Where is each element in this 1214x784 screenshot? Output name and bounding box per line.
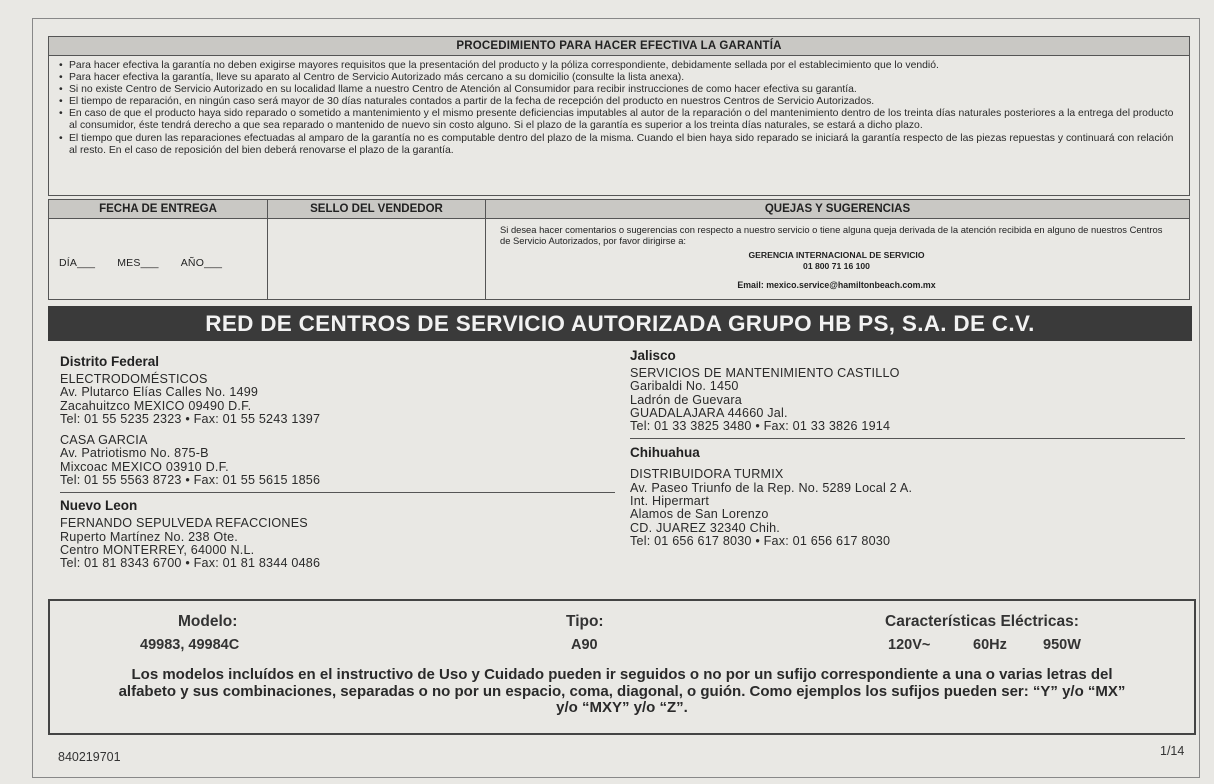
type-value: A90 xyxy=(571,637,598,653)
center-name: SERVICIOS DE MANTENIMIENTO CASTILLO xyxy=(630,366,900,380)
center-address: Garibaldi No. 1450 xyxy=(630,379,739,394)
center-district: Alamos de San Lorenzo xyxy=(630,507,769,522)
warranty-title: PROCEDIMIENTO PARA HACER EFECTIVA LA GARANTÍA xyxy=(49,37,1189,56)
center-name: CASA GARCIA xyxy=(60,433,148,448)
type-label: Tipo: xyxy=(566,613,604,630)
complaints-text: Si desea hacer comentarios o sugerencias con respecto a nuestro servicio o tiene alguna queja derivada de la atención recibida en alguno de nuestros Centros de Servicio Autorizados, por favor dirigirse a: xyxy=(500,224,1163,246)
model-label: Modelo: xyxy=(178,613,238,630)
service-centers-right xyxy=(630,348,1185,548)
center-name: DISTRIBUIDORA TURMIX xyxy=(630,467,784,482)
region-distrito-federal: Distrito Federal xyxy=(60,354,160,369)
service-management-name: GERENCIA INTERNACIONAL DE SERVICIO xyxy=(748,250,925,260)
warranty-item: • Si no existe Centro de Servicio Autorizado en su localidad llame a nuestro Centro de Atención al Consumidor para recibir instrucciones de como hacer efectiva su garantía. xyxy=(59,84,1181,96)
region-divider xyxy=(630,438,1185,439)
warranty-item: • En caso de que el producto haya sido reparado o sometido a mantenimiento y el mismo presente deficiencias imputables al autor de la reparación o del mantenimiento dentro de los treinta días naturales posteriores a la entrega del producto al consumidor, éste tendrá derecho a que sea reparado o mantenido de nuevo sin costo alguno. Si el plazo de la garantía es superior a los treinta días naturales, se estará a dicho plazo. xyxy=(59,108,1181,132)
warranty-item: • Para hacer efectiva la garantía, lleve su aparato al Centro de Servicio Autorizado más cercano a su domicilio (consulte la lista anexa). xyxy=(59,72,1181,84)
model-suffix-note: Los modelos incluídos en el instructivo de Uso y Cuidado pueden ir seguidos o no por un sufijo correspondiente a una o varias letras del alfabeto y sus combinaciones, separadas o no por un espacio, coma, diagonal, o guión. Como ejemplos los sufijos pueden ser: “Y” y/o “MX” y/o “MXY” y/o “Z”. xyxy=(118,666,1126,716)
complaints-header: QUEJAS Y SUGERENCIAS xyxy=(486,200,1189,219)
center-name: ELECTRODOMÉSTICOS xyxy=(60,372,208,386)
warranty-item: • Para hacer efectiva la garantía no deben exigirse mayores requisitos que la presentación del producto y la póliza correspondiente, debidamente sellada por el establecimiento que lo vendió. xyxy=(59,60,1181,72)
center-city: Centro MONTERREY, 64000 N.L. xyxy=(60,542,255,557)
center-city: Zacahuitzco MEXICO 09490 D.F. xyxy=(60,398,252,413)
center-phone: Tel: 01 33 3825 3480 • Fax: 01 33 3826 1914 xyxy=(630,419,891,434)
region-jalisco: Jalisco xyxy=(630,348,676,363)
date-fields xyxy=(59,257,222,269)
center-city: CD. JUAREZ 32340 Chih. xyxy=(630,520,780,535)
center-castillo xyxy=(630,367,1185,433)
center-fernando-sepulveda xyxy=(60,517,615,570)
service-phone: 01 800 71 16 100 xyxy=(803,261,870,271)
center-phone: Tel: 01 55 5235 2323 • Fax: 01 55 5243 1397 xyxy=(60,411,321,426)
center-phone: Tel: 01 656 617 8030 • Fax: 01 656 617 8030 xyxy=(630,533,891,548)
delivery-date-header: FECHA DE ENTREGA xyxy=(49,200,267,219)
center-address: Av. Plutarco Elías Calles No. 1499 xyxy=(60,385,259,400)
center-district: Ladrón de Guevara xyxy=(630,392,742,407)
warranty-procedure-box xyxy=(48,36,1190,196)
center-phone: Tel: 01 55 5563 8723 • Fax: 01 55 5615 1856 xyxy=(60,473,321,488)
frequency-value: 60Hz xyxy=(973,637,1007,653)
service-centers-left xyxy=(60,348,615,571)
electrical-label: Características Eléctricas: xyxy=(885,613,1079,630)
center-phone: Tel: 01 81 8343 6700 • Fax: 01 81 8344 0486 xyxy=(60,556,321,571)
center-name: FERNANDO SEPULVEDA REFACCIONES xyxy=(60,516,308,531)
wattage-value: 950W xyxy=(1043,637,1081,653)
delivery-info-table xyxy=(48,199,1190,300)
document-code: 840219701 xyxy=(58,750,121,764)
center-address-2: Int. Hipermart xyxy=(630,494,710,509)
region-chihuahua: Chihuahua xyxy=(630,445,700,461)
model-info-box xyxy=(48,599,1196,735)
page-number: 1/14 xyxy=(1160,744,1185,758)
center-address: Av. Paseo Triunfo de la Rep. No. 5289 Local 2 A. xyxy=(630,480,913,495)
region-divider xyxy=(60,492,615,493)
delivery-date-column xyxy=(49,200,268,299)
center-turmix xyxy=(630,468,1185,548)
region-nuevo-leon: Nuevo Leon xyxy=(60,498,138,514)
seller-stamp-column xyxy=(268,200,486,299)
service-email: Email: mexico.service@hamiltonbeach.com.mx xyxy=(737,280,936,290)
warranty-item: • El tiempo que duren las reparaciones efectuadas al amparo de la garantía no es computable dentro del plazo de la misma. Cuando el bien haya sido reparado se iniciará la garantía respecto de las piezas repuestas y continuará con relación al resto. En el caso de reposición del bien deberá renovarse el plazo de la garantía. xyxy=(59,133,1181,157)
day-field: DÍA___ xyxy=(59,257,96,269)
center-city: Mixcoac MEXICO 03910 D.F. xyxy=(60,459,229,474)
warranty-list xyxy=(49,56,1189,157)
model-value: 49983, 49984C xyxy=(140,637,240,653)
center-electrodomesticos xyxy=(60,373,615,426)
complaints-column xyxy=(486,200,1189,299)
warranty-item: • El tiempo de reparación, en ningún caso será mayor de 30 días naturales contados a partir de la fecha de recepción del producto en nuestros Centros de Servicio Autorizados. xyxy=(59,96,1181,108)
service-network-banner: RED DE CENTROS DE SERVICIO AUTORIZADA GRUPO HB PS, S.A. DE C.V. xyxy=(48,306,1192,341)
center-city: GUADALAJARA 44660 Jal. xyxy=(630,405,788,420)
service-centers xyxy=(60,348,1190,598)
complaints-body xyxy=(486,219,1189,291)
center-casa-garcia xyxy=(60,434,615,487)
month-field: MES___ xyxy=(117,257,159,269)
voltage-value: 120V~ xyxy=(888,637,931,653)
seller-stamp-header: SELLO DEL VENDEDOR xyxy=(268,200,485,219)
year-field: AÑO___ xyxy=(180,257,223,269)
center-address: Av. Patriotismo No. 875-B xyxy=(60,446,209,461)
center-address: Ruperto Martínez No. 238 Ote. xyxy=(60,529,238,544)
